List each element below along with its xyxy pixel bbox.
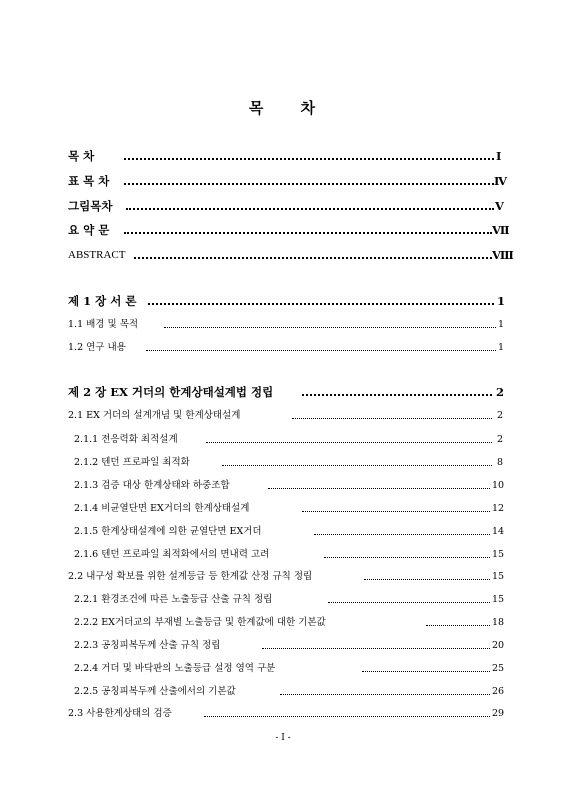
leader-dots: [146, 350, 496, 351]
toc-entry-tables[interactable]: [0, 172, 566, 190]
leader-dots: [292, 418, 492, 419]
toc-entry-label: 표 목 차: [68, 174, 110, 188]
toc-section-label: 1.1 배경 및 목적: [68, 319, 139, 330]
leader-dots: [302, 511, 490, 512]
leader-dots: [426, 625, 490, 626]
toc-subsection-page: 20: [492, 640, 505, 651]
toc-subsection-label: 2.2.1 환경조건에 따른 노출등급 산출 규칙 정립: [74, 594, 273, 605]
leader-dots: [222, 465, 492, 466]
toc-section-page: 29: [492, 708, 505, 719]
page-number-footer: - I -: [275, 733, 291, 743]
toc-section[interactable]: [0, 568, 566, 586]
toc-subsection-page: 10: [492, 480, 505, 491]
toc-subsection[interactable]: [0, 477, 566, 495]
toc-chapter-2[interactable]: [0, 383, 566, 401]
toc-subsection-label: 2.1.1 전응력화 최적설계: [74, 434, 178, 445]
toc-subsection-page: 26: [492, 686, 505, 697]
leader-dots: [262, 648, 490, 649]
leader-dots: [364, 579, 490, 580]
toc-subsection[interactable]: [0, 500, 566, 518]
toc-subsection-page: 12: [492, 503, 505, 514]
toc-entry-page: Ⅳ: [494, 174, 508, 188]
toc-subsection[interactable]: [0, 454, 566, 472]
toc-subsection-label: 2.2.5 공칭피복두께 산출에서의 기본값: [74, 686, 236, 697]
toc-subsection-label: 2.2.3 공칭피복두께 산출 규칙 정립: [74, 640, 221, 651]
toc-section[interactable]: [0, 316, 566, 334]
toc-section-label: 2.1 EX 거더의 설계개념 및 한계상태설계: [68, 410, 241, 421]
toc-subsection-page: 25: [492, 663, 505, 674]
leader-dots: [134, 257, 492, 259]
toc-subsection-page: 2: [497, 434, 504, 445]
toc-section-page: 1: [498, 342, 505, 353]
toc-entry-abstract[interactable]: [0, 246, 566, 264]
leader-dots: [362, 671, 490, 672]
toc-subsection[interactable]: [0, 660, 566, 678]
leader-dots: [164, 327, 496, 328]
toc-subsection-page: 18: [492, 617, 505, 628]
toc-entry-figures[interactable]: [0, 197, 566, 215]
toc-section-label: 1.2 연구 내용: [68, 342, 126, 353]
toc-subsection-page: 8: [497, 457, 504, 468]
toc-subsection-label: 2.2.2 EX거더교의 부재별 노출등급 및 한계값에 대한 기본값: [74, 617, 326, 628]
leader-dots: [148, 303, 494, 305]
leader-dots: [124, 232, 492, 234]
leader-dots: [124, 183, 494, 185]
toc-section[interactable]: [0, 339, 566, 357]
toc-chapter-page: 1: [497, 294, 506, 308]
toc-subsection-label: 2.1.5 한계상태설계에 의한 균열단면 EX거더: [74, 526, 262, 537]
toc-entry-label: 요 약 문: [68, 223, 110, 237]
leader-dots: [268, 488, 490, 489]
toc-section[interactable]: [0, 705, 566, 723]
toc-entry-page: Ⅴ: [495, 199, 504, 213]
toc-subsection[interactable]: [0, 637, 566, 655]
page-title: 목 차: [248, 99, 318, 117]
toc-subsection[interactable]: [0, 546, 566, 564]
toc-section-page: 2: [497, 410, 504, 421]
toc-subsection[interactable]: [0, 523, 566, 541]
toc-entry-label: 목 차: [68, 149, 95, 163]
toc-subsection-label: 2.1.4 비균열단면 EX거더의 한계상태설계: [74, 503, 250, 514]
toc-chapter-page: 2: [496, 385, 505, 399]
leader-dots: [204, 716, 490, 717]
toc-chapter-1[interactable]: [0, 292, 566, 310]
toc-subsection-label: 2.2.4 거더 및 바닥판의 노출등급 설정 영역 구분: [74, 663, 276, 674]
toc-entry-page: Ⅶ: [492, 223, 510, 237]
toc-subsection-page: 14: [492, 526, 505, 537]
leader-dots: [126, 208, 494, 210]
toc-subsection-label: 2.1.6 텐던 프로파일 최적화에서의 면내력 고려: [74, 549, 270, 560]
toc-subsection-page: 15: [492, 549, 505, 560]
toc-subsection[interactable]: [0, 431, 566, 449]
toc-subsection[interactable]: [0, 683, 566, 701]
leader-dots: [124, 158, 494, 160]
toc-subsection-label: 2.1.3 검증 대상 한계상태와 하중조합: [74, 480, 230, 491]
toc-chapter-label: 제 2 장 EX 거더의 한계상태설계법 정립: [68, 385, 274, 399]
leader-dots: [314, 534, 490, 535]
leader-dots: [328, 602, 490, 603]
toc-subsection-page: 15: [492, 594, 505, 605]
toc-subsection[interactable]: [0, 591, 566, 609]
toc-section-label: 2.2 내구성 확보를 위한 설계등급 등 한계값 산정 규칙 정립: [68, 571, 313, 582]
toc-section[interactable]: [0, 407, 566, 425]
toc-chapter-label: 제 1 장 서 론: [68, 294, 137, 308]
leader-dots: [324, 557, 490, 558]
leader-dots: [280, 694, 490, 695]
toc-subsection-label: 2.1.2 텐던 프로파일 최적화: [74, 457, 190, 468]
leader-dots: [206, 442, 492, 443]
leader-dots: [302, 394, 492, 396]
toc-entry-label: 그림목차: [68, 199, 113, 213]
toc-section-page: 15: [492, 571, 505, 582]
toc-section-page: 1: [498, 319, 505, 330]
toc-section-label: 2.3 사용한계상태의 검증: [68, 708, 172, 719]
toc-entry-contents[interactable]: [0, 147, 566, 165]
toc-entry-label: ABSTRACT: [68, 249, 126, 261]
toc-entry-page: Ⅷ: [492, 248, 514, 262]
toc-entry-summary[interactable]: [0, 221, 566, 239]
toc-subsection[interactable]: [0, 614, 566, 632]
toc-entry-page: Ⅰ: [496, 149, 502, 163]
